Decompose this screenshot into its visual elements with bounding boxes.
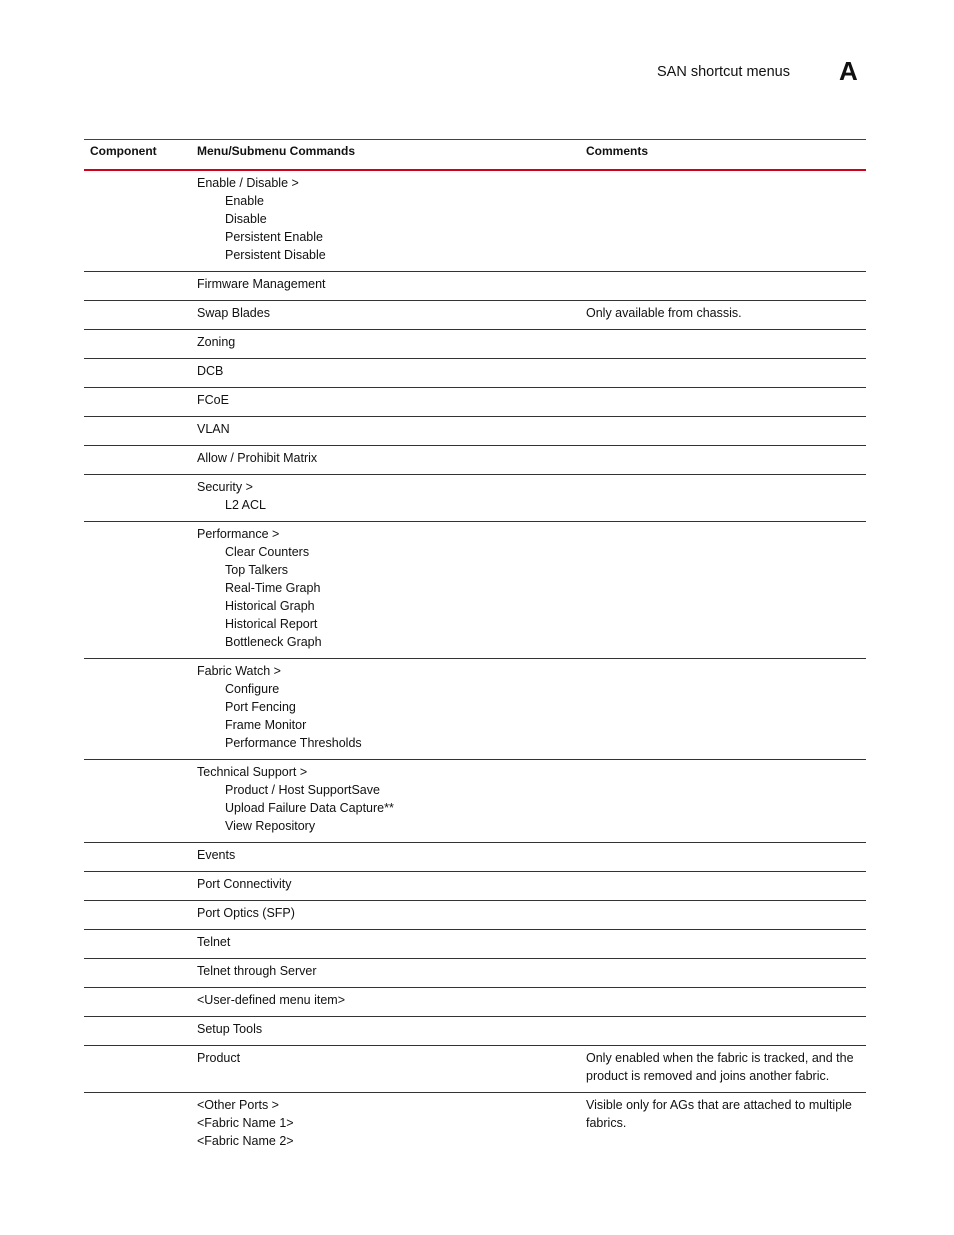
comment-cell: [580, 1017, 866, 1046]
table-row: [84, 388, 866, 417]
component-cell: [84, 272, 191, 301]
component-cell: [84, 1046, 191, 1093]
submenu-command: Bottleneck Graph: [225, 635, 322, 649]
component-cell: [84, 930, 191, 959]
menu-command: Setup Tools: [197, 1022, 263, 1036]
comment-cell: Visible only for AGs that are attached to multiple fabrics.: [586, 1098, 852, 1130]
comment-cell: [580, 901, 866, 930]
commands-cell: [191, 959, 580, 988]
menu-command: Telnet through Server: [197, 964, 317, 978]
table-row: [84, 417, 866, 446]
submenu-command: Product / Host SupportSave: [225, 783, 380, 797]
table-header: [84, 140, 866, 171]
submenu-command: Performance Thresholds: [225, 736, 362, 750]
submenu-command: Disable: [225, 212, 267, 226]
component-cell: [84, 988, 191, 1017]
component-cell: [84, 330, 191, 359]
comment-cell: [580, 170, 866, 272]
component-cell: [84, 522, 191, 659]
shortcut-menu-table: [84, 139, 866, 1157]
menu-command: <Fabric Name 2>: [197, 1134, 294, 1148]
table-row: [84, 522, 866, 659]
menu-command: Port Connectivity: [197, 877, 292, 891]
commands-cell: [191, 1093, 580, 1158]
comment-cell: [580, 760, 866, 843]
menu-command: <Other Ports >: [197, 1098, 279, 1112]
component-cell: [84, 760, 191, 843]
appendix-letter: A: [839, 56, 858, 86]
table-row: [84, 843, 866, 872]
component-cell: [84, 388, 191, 417]
table-row: [84, 959, 866, 988]
commands-cell: [191, 388, 580, 417]
commands-cell: [191, 522, 580, 659]
component-cell: [84, 417, 191, 446]
page-section-title: SAN shortcut menus: [657, 64, 790, 80]
submenu-command: View Repository: [225, 819, 316, 833]
commands-cell: [191, 170, 580, 272]
menu-command: Performance >: [197, 527, 280, 541]
submenu-command: Enable: [225, 194, 264, 208]
comment-cell: [580, 988, 866, 1017]
menu-command: Port Optics (SFP): [197, 906, 295, 920]
table-row: [84, 988, 866, 1017]
component-cell: [84, 301, 191, 330]
menu-command: Product: [197, 1051, 241, 1065]
menu-command: DCB: [197, 364, 224, 378]
commands-cell: [191, 930, 580, 959]
component-cell: [84, 170, 191, 272]
component-cell: [84, 843, 191, 872]
table-row: [84, 1046, 866, 1093]
comment-cell: Only available from chassis.: [586, 306, 742, 320]
menu-command: FCoE: [197, 393, 229, 407]
component-cell: [84, 359, 191, 388]
comment-cell: [580, 417, 866, 446]
commands-cell: [191, 417, 580, 446]
menu-command: Swap Blades: [197, 306, 270, 320]
submenu-command: Persistent Enable: [225, 230, 323, 244]
menu-command: VLAN: [197, 422, 230, 436]
commands-cell: [191, 359, 580, 388]
component-cell: [84, 1017, 191, 1046]
commands-cell: [191, 475, 580, 522]
table-row: [84, 872, 866, 901]
component-cell: [84, 959, 191, 988]
table-row: [84, 170, 866, 272]
submenu-command: Persistent Disable: [225, 248, 326, 262]
table-row: [84, 330, 866, 359]
table-row: [84, 760, 866, 843]
comment-cell: Only enabled when the fabric is tracked, and the product is removed and joins another fabric.: [586, 1051, 854, 1083]
comment-cell: [580, 475, 866, 522]
commands-cell: [191, 901, 580, 930]
comment-cell: [580, 959, 866, 988]
commands-cell: [191, 843, 580, 872]
submenu-command: Historical Report: [225, 617, 318, 631]
table-row: [84, 1093, 866, 1158]
table-row: [84, 272, 866, 301]
menu-command: <User-defined menu item>: [197, 993, 345, 1007]
component-cell: [84, 872, 191, 901]
submenu-command: Clear Counters: [225, 545, 310, 559]
comment-cell: [580, 446, 866, 475]
submenu-command: Top Talkers: [225, 563, 288, 577]
comment-cell: [580, 330, 866, 359]
commands-cell: [191, 330, 580, 359]
commands-cell: [191, 1017, 580, 1046]
submenu-command: L2 ACL: [225, 498, 267, 512]
comment-cell: [580, 522, 866, 659]
component-cell: [84, 659, 191, 760]
component-cell: [84, 901, 191, 930]
table-row: [84, 301, 866, 330]
comment-cell: [580, 659, 866, 760]
menu-command: Allow / Prohibit Matrix: [197, 451, 318, 465]
submenu-command: Upload Failure Data Capture**: [225, 801, 394, 815]
commands-cell: [191, 659, 580, 760]
table-row: [84, 359, 866, 388]
submenu-command: Historical Graph: [225, 599, 315, 613]
menu-command: Telnet: [197, 935, 231, 949]
comment-cell: [580, 388, 866, 417]
column-header-commands: Menu/Submenu Commands: [197, 144, 356, 158]
comment-cell: [580, 930, 866, 959]
table-row: [84, 1017, 866, 1046]
commands-cell: [191, 446, 580, 475]
table-row: [84, 901, 866, 930]
commands-cell: [191, 760, 580, 843]
component-cell: [84, 1093, 191, 1158]
component-cell: [84, 475, 191, 522]
submenu-command: Port Fencing: [225, 700, 296, 714]
menu-command: Technical Support >: [197, 765, 308, 779]
commands-cell: [191, 272, 580, 301]
component-cell: [84, 446, 191, 475]
table-row: [84, 475, 866, 522]
menu-command: Firmware Management: [197, 277, 326, 291]
menu-command: Fabric Watch >: [197, 664, 281, 678]
comment-cell: [580, 359, 866, 388]
menu-command: Zoning: [197, 335, 236, 349]
comment-cell: [580, 872, 866, 901]
commands-cell: [191, 301, 580, 330]
comment-cell: [580, 272, 866, 301]
table-row: [84, 659, 866, 760]
column-header-component: Component: [90, 144, 157, 158]
comment-cell: [580, 843, 866, 872]
submenu-command: Frame Monitor: [225, 718, 307, 732]
table-body: [84, 170, 866, 1157]
menu-command: <Fabric Name 1>: [197, 1116, 294, 1130]
commands-cell: [191, 1046, 580, 1093]
commands-cell: [191, 988, 580, 1017]
menu-command: Events: [197, 848, 236, 862]
column-header-comments: Comments: [586, 144, 649, 158]
table-row: [84, 930, 866, 959]
menu-command: Security >: [197, 480, 253, 494]
submenu-command: Configure: [225, 682, 280, 696]
menu-command: Enable / Disable >: [197, 176, 299, 190]
table-row: [84, 446, 866, 475]
submenu-command: Real-Time Graph: [225, 581, 321, 595]
commands-cell: [191, 872, 580, 901]
